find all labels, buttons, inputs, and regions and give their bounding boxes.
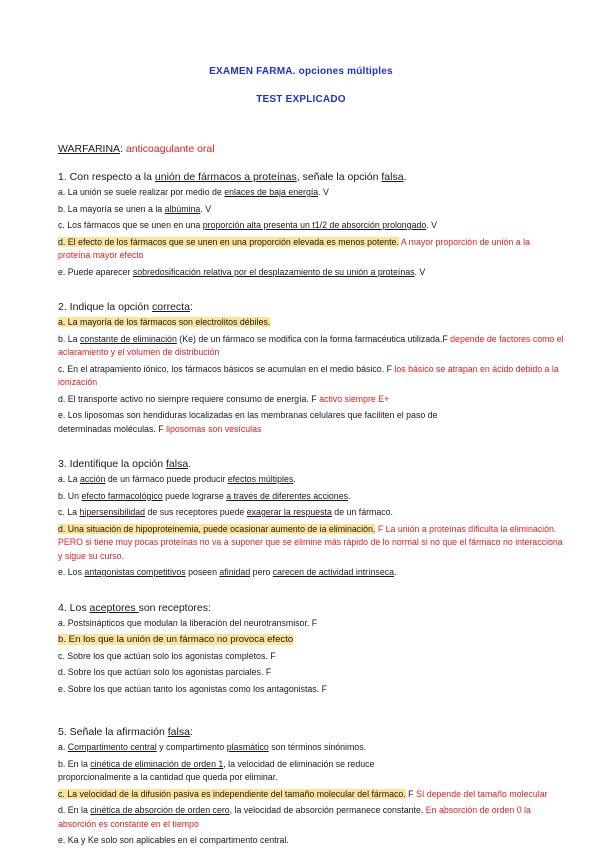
question-1 xyxy=(58,171,564,183)
drug-name: WARFARINA xyxy=(58,143,121,155)
q2-option-b: b. La constante de eliminación (Ke) de un fármaco se modifica con la forma farmacéutica utilizada.F depende de factores como el aclaramiento y el volumen de distribución xyxy=(58,333,564,357)
section-colon: : xyxy=(120,143,123,155)
exam-title: EXAMEN FARMA. opciones múltiples xyxy=(209,66,393,77)
q5-text-2: : xyxy=(189,726,193,738)
section-heading xyxy=(58,143,564,155)
explanation-note: En absorción de orden 0 la absorción es constante en el tiempo xyxy=(58,805,531,829)
q5-option-e: e. Ka y Ke solo son aplicables en el compartimento central. xyxy=(58,835,289,845)
question-3 xyxy=(58,458,564,470)
q3-option-a: a. La acción de un fármaco puede producir efectos múltiples. xyxy=(58,474,296,484)
q5-option-c: c. La velocidad de la difusión pasiva es independiente del tamaño molecular del fármaco. F SI depende del tamaño molecular xyxy=(58,788,548,799)
q4-option-c: c. Sobre los que actúan solo los agonistas completos. F xyxy=(58,650,276,661)
question-2 xyxy=(58,301,564,313)
q4-text-2: son receptores: xyxy=(138,601,211,614)
q2-option-c: c. En el atrapamiento iónico, los fármacos básicos se acumulan en el medio básico. F los básico se atrapan en ácido debido a la ionización xyxy=(58,363,559,387)
q1-text-2: , señale la opción xyxy=(296,171,382,183)
explanation-note: los básico se atrapan en ácido debido a la ionización xyxy=(58,363,559,387)
q5-option-b: b. En la cinética de eliminación de orden 1, la velocidad de eliminación se reduce proporcionalmente a la cantidad que queda por eliminar. xyxy=(58,758,375,782)
q1-text: 1. Con respecto a la xyxy=(58,171,155,183)
q4-option-d: d. Sobre los que actúan solo los agonistas parciales. F xyxy=(58,667,272,677)
explanation-note: activo siempre E+ xyxy=(316,393,390,404)
explanation-note: A mayor proporción de unión a la proteína mayor efecto xyxy=(58,236,530,260)
drug-description: anticoagulante oral xyxy=(122,143,215,155)
explanation-note: SI depende del tamaño molecular xyxy=(413,788,548,799)
q4-keyword: aceptores xyxy=(89,601,139,614)
q2-option-d: d. El transporte activo no siempre requiere consumo de energía. F activo siempre E+ xyxy=(58,393,390,404)
q2-option-a xyxy=(58,316,564,330)
q3-keyword: falsa xyxy=(166,458,189,470)
explanation-note: depende de factores como el aclaramiento y el volumen de distribución xyxy=(58,333,564,357)
q3-option-d xyxy=(58,523,564,564)
q5-option-a: a. Compartimento central y compartimento plasmático son términos sinónimos. xyxy=(58,742,367,752)
q2-text-2: : xyxy=(189,301,193,313)
q2-option-e: e. Los liposomas son hendiduras localizadas en las membranas celulares que faciliten el paso de determinadas moléculas. F liposomas son vesículas xyxy=(58,410,438,434)
q5-text: 5. Señale la afirmación xyxy=(58,726,168,738)
q1-option-c: c. Los fármacos que se unen en una proporción alta presenta un t1/2 de absorción prolongado. V xyxy=(58,220,438,230)
explanation-note: liposomas son vesículas xyxy=(163,423,262,434)
q4-text: 4. Los xyxy=(58,601,90,614)
q4-option-a: a. Postsinápticos que modulan la liberación del neurotransmisor. F xyxy=(58,617,318,628)
q1-keyword: unión de fármacos a proteínas xyxy=(154,171,297,183)
q3-option-c: c. La hipersensibilidad de sus receptores puede exagerar la respuesta de un fármaco. xyxy=(58,507,393,517)
q4-option-b xyxy=(58,633,564,647)
correct-answer-highlight: c. La velocidad de la difusión pasiva es independiente del tamaño molecular del fármaco. xyxy=(58,788,406,799)
q3-option-b: b. Un efecto farmacológico puede lograrse a través de diferentes acciones. xyxy=(58,490,351,501)
q2-keyword: correcta xyxy=(152,301,190,313)
q1-option-b: b. La mayoría se unen a la albúmina. V xyxy=(58,203,212,214)
question-4 xyxy=(58,602,564,614)
correct-answer-highlight: d. Una situación de hipoproteinemia, puede ocasionar aumento de ia eliminación. xyxy=(58,523,376,534)
q1-option-a: a. La unión se suele realizar por medio de enlaces de baja energía. V xyxy=(58,187,329,197)
explanation-note: F La unión a proteínas dificulta la eliminación. PERO si tiene muy pocas proteínas no va a suponer que se elimine más rápido de lo normal si no que el fármaco no interacciona y sigue su curso. xyxy=(58,523,563,561)
q1-text-3: . xyxy=(403,171,407,183)
exam-subtitle: TEST EXPLICADO xyxy=(256,94,346,105)
correct-answer-highlight: b. En los que la unión de un fármaco no provoca efecto xyxy=(58,634,294,645)
q5-keyword: falsa xyxy=(167,726,190,738)
correct-answer-highlight: a. La mayoría de los fármacos son electrolitos débiles. xyxy=(58,317,271,327)
q4-option-e: e. Sobre los que actúan tanto los agonistas como los antagonistas. F xyxy=(58,683,327,694)
q3-text-2: . xyxy=(188,458,192,470)
q5-option-d: d. En la cinética de absorción de orden cero, la velocidad de absorción permanece constante. En absorción de orden 0 la absorción es constante en el tiempo xyxy=(58,805,531,829)
q1-option-e: e. Puede aparecer sobredosificación relativa por el desplazamiento de su unión a proteínas. V xyxy=(58,266,426,277)
question-5 xyxy=(58,726,564,738)
q1-keyword-2: falsa xyxy=(381,171,404,183)
correct-answer-highlight: d. El efecto de los fármacos que se unen en una proporción elevada es menos potente. xyxy=(58,236,399,247)
q3-option-e: e. Los antagonistas competitivos poseen afinidad pero carecen de actividad intrínseca. xyxy=(58,567,397,577)
q1-option-d xyxy=(58,236,564,263)
q3-text: 3. Identifique la opción xyxy=(58,458,166,470)
q2-text: 2. Indique la opción xyxy=(58,301,152,313)
